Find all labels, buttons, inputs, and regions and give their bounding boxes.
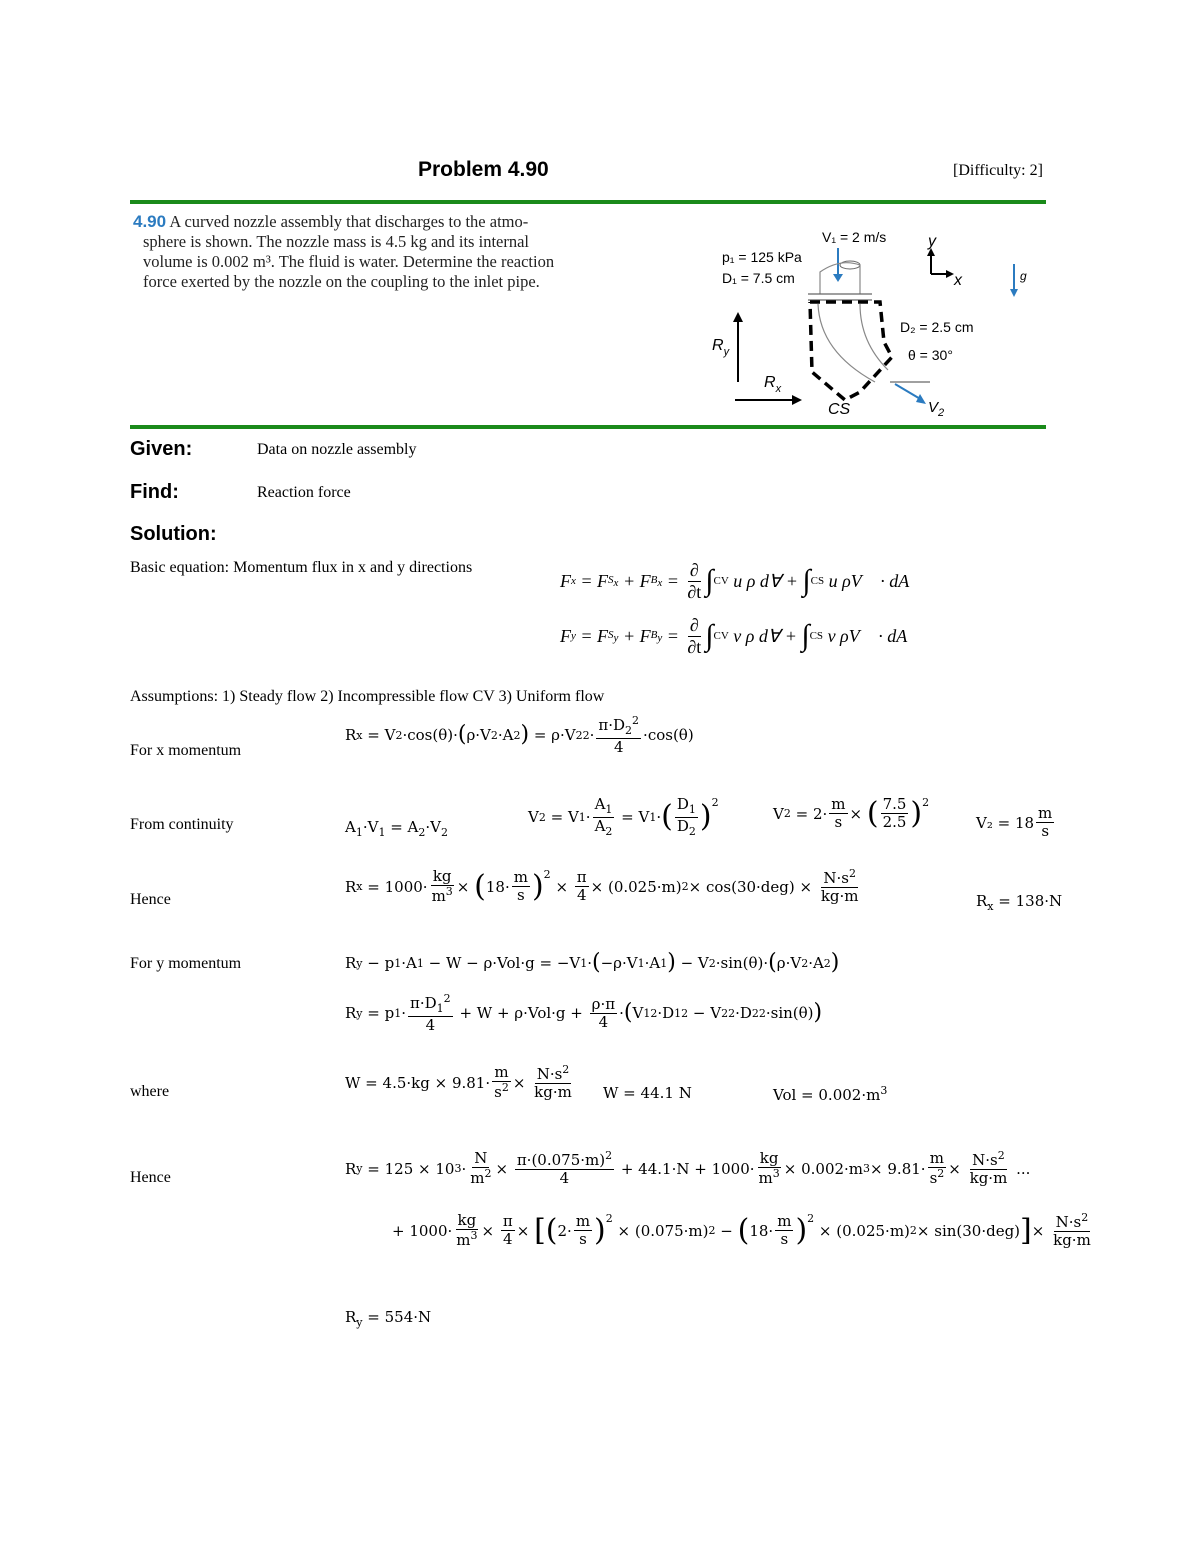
v2-expression: V 2 = V 1 · $\frac{A_1}{A_2}$ = V 1 · ( $\frac{D_1}{D_2}$ ) $^2$: [528, 795, 719, 838]
continuity-equation: $A_1\cdot V_1 = A_2\cdot V_2$: [345, 818, 448, 839]
problem-statement: [133, 212, 554, 292]
find-text: Reaction force: [257, 484, 351, 501]
hence-rx-label: Hence: [130, 891, 171, 908]
d1-label: D₁ = 7.5 cm: [722, 270, 795, 286]
svg-text:V2: [928, 399, 944, 419]
cs-label: CS: [828, 401, 851, 418]
problem-line-4: force exerted by the nozzle on the coupling to the inlet pipe.: [143, 272, 540, 291]
top-rule: [130, 200, 1046, 204]
find-label: Find:: [130, 481, 179, 503]
ry-label: R: [712, 337, 724, 354]
svg-text:Rx: [764, 374, 782, 395]
weight-calculation: W = 4.5·kg × 9.81· $\frac{m}{s^2}$ × $\frac{N\cdot s^2}{kg\cdot m}$: [345, 1063, 572, 1102]
volume-value: Vol = $0.002\cdot m^3$: [773, 1084, 888, 1104]
theta-label: θ = 30°: [908, 347, 953, 363]
rx-sub: x: [775, 383, 782, 395]
page-title: Problem 4.90: [418, 158, 549, 181]
x-momentum-label: For x momentum: [130, 742, 242, 759]
hence-ry-label: Hence: [130, 1169, 171, 1186]
v2-sub: 2: [938, 407, 945, 419]
problem-line-1: A curved nozzle assembly that discharges to the atmo-: [169, 212, 529, 231]
assumptions-text: Assumptions: 1) Steady flow 2) Incompressible flow CV 3) Uniform flow: [130, 688, 605, 705]
v2-label: V: [928, 399, 939, 416]
weight-result: W = 44.1 N: [603, 1084, 692, 1102]
ry-sub: y: [723, 346, 730, 358]
bottom-rule: [130, 425, 1046, 429]
continuity-label: From continuity: [130, 816, 234, 833]
p1-label: p₁ = 125 kPa: [722, 249, 802, 265]
problem-line-3: volume is 0.002 m³. The fluid is water. Determine the reaction: [143, 252, 555, 271]
ry-result: $R_y = 554\cdot N$: [345, 1308, 432, 1329]
v1-label: V₁ = 2 m/s: [822, 229, 887, 245]
problem-number: 4.90: [133, 212, 167, 231]
ry-expression: R y = p 1 · $\frac{\pi\cdot D_1^2}{4}$ + W + ρ·Vol·g + $\frac{\rho\cdot\pi}{4}$ · ( V 1 2 ·D 1 2 − V 2 2 ·D 2 2 ·sin(θ) ): [345, 992, 823, 1034]
where-label: where: [130, 1083, 170, 1100]
rx-result: $R_x = 138\cdot N$: [976, 892, 1063, 913]
axis-y-label: y: [928, 233, 936, 250]
solution-label: Solution:: [130, 523, 217, 545]
svg-text:Ry: [712, 337, 731, 358]
y-momentum-equation: R y − p 1 ·A 1 − W − ρ·Vol·g = −V 1 · ( −ρ·V 1 ·A 1 ) − V 2 ·sin(θ)· ( ρ·V 2 ·A 2 ): [345, 950, 840, 975]
axis-x-label: x: [954, 272, 962, 289]
ry-calculation-line1: R y = 125 × 10 3 · $\frac{N}{m^2}$ × $\frac{\pi\cdot(0.075\cdot m)^2}{4}$ + 44.1·N + 1000· $\frac{kg}{m^3}$ × 0.002·m 3 × 9.81· $\frac{m}{s^2}$ × $\frac{N\cdot s^2}{kg\cdot m}$ ...: [345, 1149, 1031, 1188]
rx-calculation: R x = 1000· $\frac{kg}{m^3}$ × ( 18· $\frac{m}{s}$ ) $^2$ × $\frac{\pi}{4}$ × (0.025·m) 2 × cos(30·deg) × $\frac{N\cdot s^2}{kg\cdot m}$: [345, 867, 859, 906]
x-momentum-equation: R x = V 2 ·cos(θ)· ( ρ·V 2 ·A 2 ) = ρ·V 2 2 · $\frac{\pi\cdot D_2^2}{4}$ ·cos(θ): [345, 714, 694, 756]
v2-result: V₂ = 18 $\frac{m}{s}$: [976, 804, 1053, 841]
momentum-equation-y: F y = F $S_y$ + F $B_y$ = $\frac{\partial}{\partial t}$ ∫ CV v ρ d∀ + ∫ CS v ρV⃗ · dA⃗: [560, 615, 922, 657]
y-momentum-label: For y momentum: [130, 955, 242, 972]
given-text: Data on nozzle assembly: [257, 441, 417, 458]
ry-calculation-line2: + 1000· $\frac{kg}{m^3}$ × $\frac{\pi}{4}$ × [ ( 2· $\frac{m}{s}$ ) $^2$ × (0.075·m) $_2$ − ( 18· $\frac{m}{s}$ ) $^2$ × (0.025·m) $_2$ × sin(30·deg) ] × $\frac{N\cdot s^2}{kg\cdot m}$: [392, 1211, 1091, 1250]
gravity-label: g: [1020, 269, 1027, 283]
d2-label: D₂ = 2.5 cm: [900, 319, 974, 335]
nozzle-figure: [700, 222, 1045, 422]
v2-substitution: V 2 = 2· $\frac{m}{s}$ × ( $\frac{7.5}{2.5}$ ) $^2$: [773, 795, 930, 832]
given-label: Given:: [130, 438, 193, 460]
rx-label: R: [764, 374, 776, 391]
difficulty-label: [Difficulty: 2]: [953, 162, 1043, 179]
problem-line-2: sphere is shown. The nozzle mass is 4.5 kg and its internal: [143, 232, 530, 251]
momentum-equation-x: F x = F $S_x$ + F $B_x$ = $\frac{\partial}{\partial t}$ ∫ CV u ρ d∀ + ∫ CS u ρV⃗ · dA⃗: [560, 560, 924, 602]
basic-equation-text: Basic equation: Momentum flux in x and y directions: [130, 559, 473, 576]
